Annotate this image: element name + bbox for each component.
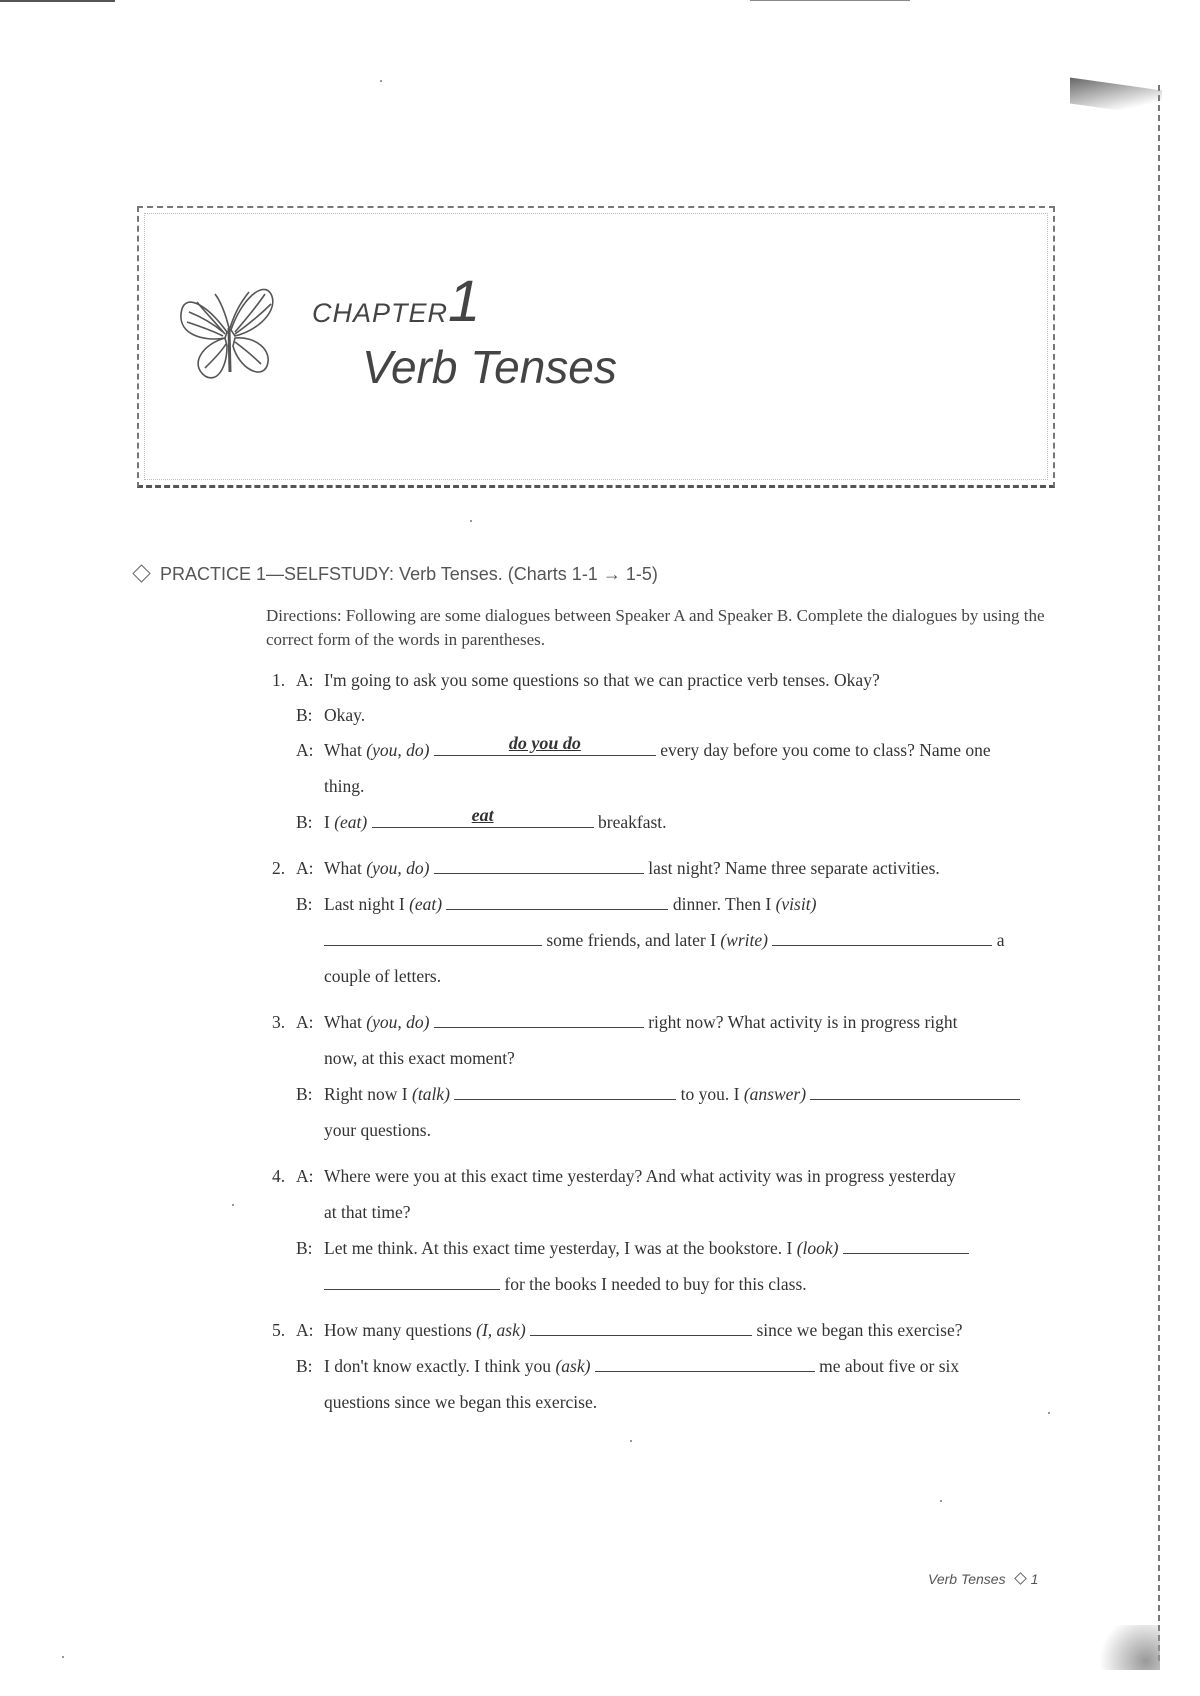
exercise-line: B: Okay. xyxy=(296,705,366,725)
scan-speck xyxy=(630,1440,632,1442)
exercise-line: at that time? xyxy=(324,1202,411,1222)
butterfly-icon xyxy=(175,272,285,387)
practice-heading: PRACTICE 1—SELFSTUDY: Verb Tenses. (Charts 1-1 → 1-5) xyxy=(135,564,658,585)
scan-speck xyxy=(940,1500,942,1502)
page-number: 1 xyxy=(1030,1571,1039,1587)
exercise-line: now, at this exact moment? xyxy=(324,1048,515,1068)
sample-answer: eat xyxy=(471,805,494,825)
exercise-line: A: How many questions (I, ask) since we began this exercise? xyxy=(296,1320,963,1340)
answer-blank[interactable] xyxy=(772,931,992,946)
answer-blank[interactable] xyxy=(810,1085,1020,1100)
exercise-line: B: I (eat) eat breakfast. xyxy=(296,805,667,832)
exercise-line: A: Where were you at this exact time yesterday? And what activity was in progress yesterday xyxy=(296,1166,956,1186)
answer-blank[interactable] xyxy=(324,931,542,946)
exercise-number: 4. xyxy=(272,1166,286,1186)
answer-blank[interactable] xyxy=(434,1013,644,1028)
answer-blank[interactable] xyxy=(454,1085,676,1100)
diamond-icon xyxy=(1014,1572,1027,1585)
exercise-line: couple of letters. xyxy=(324,966,442,986)
exercise-number: 3. xyxy=(272,1012,286,1032)
chapter-label: CHAPTER xyxy=(312,298,449,328)
answer-blank[interactable] xyxy=(595,1357,815,1372)
scan-corner-shadow xyxy=(1090,1625,1160,1670)
scan-speck xyxy=(232,1204,234,1206)
scan-edge-mark xyxy=(0,0,115,2)
exercise-line: your questions. xyxy=(324,1120,431,1140)
exercise-line: questions since we began this exercise. xyxy=(324,1392,598,1412)
exercise-line: B: Let me think. At this exact time yesterday, I was at the bookstore. I (look) xyxy=(296,1238,969,1259)
sample-answer: do you do xyxy=(508,733,581,753)
exercise-line: for the books I needed to buy for this class. xyxy=(324,1274,807,1295)
scan-corner-shadow xyxy=(1070,78,1162,117)
exercise-line: some friends, and later I (write) a xyxy=(324,930,1005,951)
answer-blank[interactable] xyxy=(446,895,668,910)
answer-blank[interactable] xyxy=(843,1239,969,1254)
exercise-line: thing. xyxy=(324,776,365,796)
answer-blank[interactable] xyxy=(434,859,644,874)
chapter-number: 1 xyxy=(448,269,481,334)
exercise-line: A: What (you, do) do you do every day before you come to class? Name one xyxy=(296,733,991,760)
exercise-line: B: Right now I (talk) to you. I (answer) xyxy=(296,1084,1020,1105)
answer-blank[interactable] xyxy=(530,1321,752,1336)
exercise-number: 1. xyxy=(272,670,286,690)
exercise-line: A: What (you, do) last night? Name three separate activities. xyxy=(296,858,940,878)
scan-speck xyxy=(1048,1412,1050,1414)
exercise-line: B: I don't know exactly. I think you (ask) me about five or six xyxy=(296,1356,960,1376)
answer-blank[interactable] xyxy=(324,1275,500,1290)
scan-speck xyxy=(62,1656,64,1658)
diamond-icon xyxy=(132,564,150,582)
scan-edge-mark xyxy=(750,0,910,1)
directions-text: Directions: Following are some dialogues between Speaker A and Speaker B. Complete the dialogues by using the correct form of the words in parentheses. xyxy=(266,606,1045,649)
exercise-line: B: Last night I (eat) dinner. Then I (visit) xyxy=(296,894,817,914)
answer-blank[interactable] xyxy=(434,733,656,756)
exercise-number: 2. xyxy=(272,858,286,878)
scan-binding-edge xyxy=(1158,85,1160,1665)
footer-title: Verb Tenses xyxy=(928,1571,1006,1587)
exercise-number: 5. xyxy=(272,1320,286,1340)
chapter-title: Verb Tenses xyxy=(362,341,617,393)
scan-speck xyxy=(380,80,382,82)
exercise-line: A: I'm going to ask you some questions so that we can practice verb tenses. Okay? xyxy=(296,670,880,690)
scan-speck xyxy=(470,520,472,522)
page-footer xyxy=(928,1571,1038,1587)
exercise-line: A: What (you, do) right now? What activity is in progress right xyxy=(296,1012,958,1032)
